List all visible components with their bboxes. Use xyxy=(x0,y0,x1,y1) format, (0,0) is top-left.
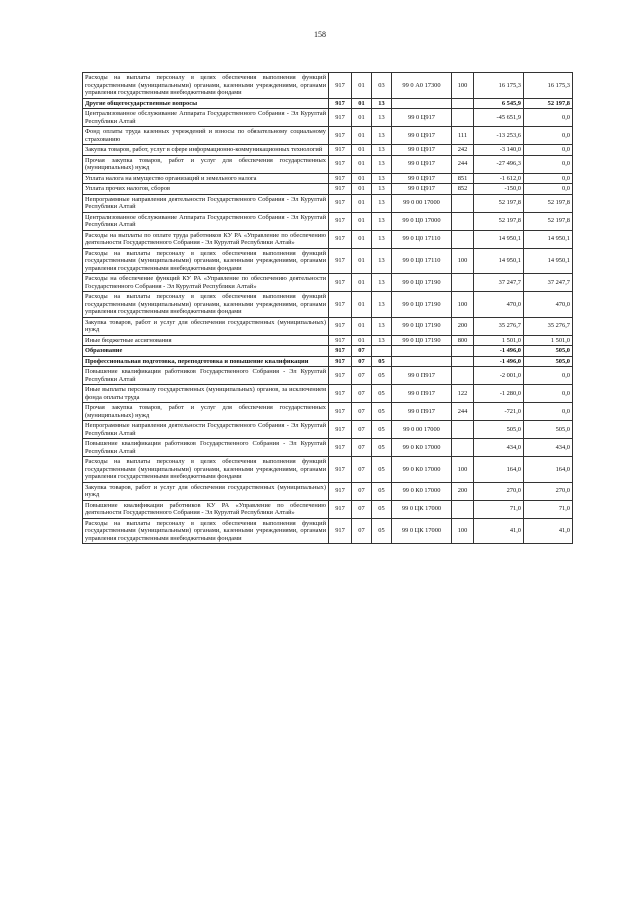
row-amount-total: 164,0 xyxy=(524,457,573,483)
row-section-code: 01 xyxy=(352,73,372,99)
row-amount-change: 164,0 xyxy=(474,457,524,483)
row-description: Расходы на выплаты по оплате труда работников КУ РА «Управление по обеспечению деятельности Государственного Собрания - Эл Курултай Республики Алтай» xyxy=(83,230,329,248)
row-amount-change: -1 496,0 xyxy=(474,356,524,367)
row-target-article: 99 0 Ц0 17110 xyxy=(392,248,452,274)
row-ministry-code: 917 xyxy=(329,385,352,403)
row-ministry-code: 917 xyxy=(329,346,352,357)
row-ministry-code: 917 xyxy=(329,518,352,544)
row-amount-total: 0,0 xyxy=(524,367,573,385)
row-description: Уплата прочих налогов, сборов xyxy=(83,184,329,195)
row-description: Фонд оплаты труда казенных учреждений и взносы по обязательному социальному страхованию xyxy=(83,127,329,145)
row-target-article: 99 0 Ц0 17190 xyxy=(392,292,452,318)
row-description: Профессиональная подготовка, переподготовка и повышение квалификации xyxy=(83,356,329,367)
row-amount-total: 35 276,7 xyxy=(524,317,573,335)
row-subsection-code: 13 xyxy=(372,230,392,248)
row-expense-type: 100 xyxy=(452,457,474,483)
row-section-code: 01 xyxy=(352,109,372,127)
row-subsection-code: 13 xyxy=(372,98,392,109)
row-expense-type: 111 xyxy=(452,127,474,145)
row-target-article: 99 0 00 17000 xyxy=(392,194,452,212)
row-ministry-code: 917 xyxy=(329,439,352,457)
row-description: Закупка товаров, работ, услуг в сфере информационно-коммуникационных технологий xyxy=(83,145,329,156)
row-subsection-code: 05 xyxy=(372,500,392,518)
row-subsection-code: 13 xyxy=(372,184,392,195)
row-section-code: 07 xyxy=(352,367,372,385)
row-amount-total: 52 197,8 xyxy=(524,98,573,109)
row-expense-type: 200 xyxy=(452,317,474,335)
row-target-article: 99 0 Ц917 xyxy=(392,127,452,145)
row-target-article: 99 0 П917 xyxy=(392,367,452,385)
row-expense-type: 100 xyxy=(452,518,474,544)
row-expense-type: 122 xyxy=(452,385,474,403)
row-ministry-code: 917 xyxy=(329,127,352,145)
row-amount-change: 35 276,7 xyxy=(474,317,524,335)
row-expense-type: 244 xyxy=(452,155,474,173)
table-row xyxy=(83,98,573,109)
row-amount-change: -3 140,0 xyxy=(474,145,524,156)
table-row xyxy=(83,403,573,421)
row-amount-total: 0,0 xyxy=(524,127,573,145)
table-row xyxy=(83,173,573,184)
row-description: Повышение квалификации работников Государственного Собрания - Эл Курултай Республики Алтай xyxy=(83,439,329,457)
row-amount-total: 0,0 xyxy=(524,184,573,195)
row-section-code: 07 xyxy=(352,482,372,500)
row-amount-total: 16 175,3 xyxy=(524,73,573,99)
table-row xyxy=(83,194,573,212)
row-ministry-code: 917 xyxy=(329,274,352,292)
table-row xyxy=(83,292,573,318)
row-amount-change: 16 175,3 xyxy=(474,73,524,99)
row-ministry-code: 917 xyxy=(329,98,352,109)
row-expense-type xyxy=(452,500,474,518)
table-row xyxy=(83,385,573,403)
row-amount-total: 0,0 xyxy=(524,173,573,184)
row-expense-type: 244 xyxy=(452,403,474,421)
table-row xyxy=(83,367,573,385)
table-row xyxy=(83,439,573,457)
row-subsection-code: 05 xyxy=(372,403,392,421)
row-section-code: 01 xyxy=(352,248,372,274)
row-description: Закупка товаров, работ и услуг для обеспечения государственных (муниципальных) нужд xyxy=(83,317,329,335)
row-subsection-code: 13 xyxy=(372,194,392,212)
row-subsection-code xyxy=(372,346,392,357)
row-subsection-code: 13 xyxy=(372,317,392,335)
row-section-code: 07 xyxy=(352,385,372,403)
row-description: Непрограммные направления деятельности Государственного Собрания - Эл Курултай Республики Алтай xyxy=(83,194,329,212)
budget-table xyxy=(82,72,573,544)
row-amount-change: -2 001,0 xyxy=(474,367,524,385)
row-target-article: 99 0 Ц0 17190 xyxy=(392,274,452,292)
row-expense-type: 851 xyxy=(452,173,474,184)
row-amount-change: 1 501,0 xyxy=(474,335,524,346)
row-ministry-code: 917 xyxy=(329,482,352,500)
row-ministry-code: 917 xyxy=(329,109,352,127)
row-amount-change: -45 651,9 xyxy=(474,109,524,127)
row-subsection-code: 05 xyxy=(372,518,392,544)
row-ministry-code: 917 xyxy=(329,317,352,335)
table-row xyxy=(83,500,573,518)
row-description: Прочая закупка товаров, работ и услуг для обеспечения государственных (муниципальных) нужд xyxy=(83,155,329,173)
row-amount-total: 71,0 xyxy=(524,500,573,518)
row-section-code: 01 xyxy=(352,173,372,184)
row-ministry-code: 917 xyxy=(329,335,352,346)
row-amount-total: 0,0 xyxy=(524,145,573,156)
row-amount-total: 0,0 xyxy=(524,109,573,127)
row-target-article xyxy=(392,346,452,357)
row-target-article: 99 0 К0 17000 xyxy=(392,439,452,457)
row-amount-change: -27 496,3 xyxy=(474,155,524,173)
row-ministry-code: 917 xyxy=(329,457,352,483)
row-description: Расходы на выплаты персоналу в целях обеспечения выполнения функций государственными (муниципальными) органами, казенными учреждениями, органами управления государственными внебюджетными фондами xyxy=(83,73,329,99)
row-ministry-code: 917 xyxy=(329,367,352,385)
row-ministry-code: 917 xyxy=(329,500,352,518)
row-ministry-code: 917 xyxy=(329,155,352,173)
row-description: Повышение квалификации работников КУ РА «Управление по обеспечению деятельности Государственного Собрания - Эл Курултай Республики Алтай» xyxy=(83,500,329,518)
row-amount-total: 1 501,0 xyxy=(524,335,573,346)
row-amount-change: -150,0 xyxy=(474,184,524,195)
row-section-code: 01 xyxy=(352,292,372,318)
row-ministry-code: 917 xyxy=(329,403,352,421)
row-amount-change: 505,0 xyxy=(474,421,524,439)
row-description: Образование xyxy=(83,346,329,357)
row-description: Иные бюджетные ассигнования xyxy=(83,335,329,346)
row-amount-total: 41,0 xyxy=(524,518,573,544)
row-subsection-code: 03 xyxy=(372,73,392,99)
table-row xyxy=(83,109,573,127)
row-target-article: 99 0 Ц917 xyxy=(392,109,452,127)
row-subsection-code: 13 xyxy=(372,212,392,230)
row-description: Расходы на обеспечение функций КУ РА «Управление по обеспечению деятельности Государственного Собрания - Эл Курултай Республики Алтай» xyxy=(83,274,329,292)
row-ministry-code: 917 xyxy=(329,145,352,156)
row-amount-change: 434,0 xyxy=(474,439,524,457)
row-subsection-code: 05 xyxy=(372,367,392,385)
row-subsection-code: 05 xyxy=(372,356,392,367)
row-amount-change: 270,0 xyxy=(474,482,524,500)
row-expense-type xyxy=(452,274,474,292)
row-description: Повышение квалификации работников Государственного Собрания - Эл Курултай Республики Алтай xyxy=(83,367,329,385)
row-target-article: 99 0 А0 17300 xyxy=(392,73,452,99)
row-description: Расходы на выплаты персоналу в целях обеспечения выполнения функций государственными (муниципальными) органами, казенными учреждениями, органами управления государственными внебюджетными фондами xyxy=(83,518,329,544)
row-expense-type: 100 xyxy=(452,73,474,99)
row-description: Иные выплаты персоналу государственных (муниципальных) органов, за исключением фонда оплаты труда xyxy=(83,385,329,403)
row-ministry-code: 917 xyxy=(329,212,352,230)
row-amount-change: 41,0 xyxy=(474,518,524,544)
table-row xyxy=(83,317,573,335)
table-row xyxy=(83,356,573,367)
table-row xyxy=(83,212,573,230)
row-section-code: 01 xyxy=(352,212,372,230)
row-section-code: 01 xyxy=(352,98,372,109)
row-ministry-code: 917 xyxy=(329,194,352,212)
page-number: 158 xyxy=(314,30,326,39)
row-section-code: 01 xyxy=(352,155,372,173)
row-subsection-code: 13 xyxy=(372,173,392,184)
row-target-article: 99 0 Ц917 xyxy=(392,155,452,173)
row-expense-type: 242 xyxy=(452,145,474,156)
row-section-code: 07 xyxy=(352,457,372,483)
row-target-article: 99 0 00 17000 xyxy=(392,421,452,439)
row-target-article: 99 0 П917 xyxy=(392,385,452,403)
row-subsection-code: 13 xyxy=(372,145,392,156)
row-target-article: 99 0 Ц917 xyxy=(392,173,452,184)
row-amount-change: -1 280,0 xyxy=(474,385,524,403)
row-expense-type xyxy=(452,194,474,212)
row-description: Прочая закупка товаров, работ и услуг для обеспечения государственных (муниципальных) нужд xyxy=(83,403,329,421)
row-section-code: 01 xyxy=(352,194,372,212)
row-expense-type xyxy=(452,212,474,230)
row-expense-type xyxy=(452,439,474,457)
table-row xyxy=(83,127,573,145)
row-target-article: 99 0 ЦК 17000 xyxy=(392,500,452,518)
row-section-code: 07 xyxy=(352,421,372,439)
row-subsection-code: 05 xyxy=(372,482,392,500)
row-description: Непрограммные направления деятельности Государственного Собрания - Эл Курултай Республики Алтай xyxy=(83,421,329,439)
table-row xyxy=(83,482,573,500)
row-expense-type xyxy=(452,98,474,109)
row-expense-type: 100 xyxy=(452,292,474,318)
row-target-article: 99 0 П917 xyxy=(392,403,452,421)
row-target-article xyxy=(392,356,452,367)
row-amount-change: -1 496,0 xyxy=(474,346,524,357)
row-section-code: 07 xyxy=(352,346,372,357)
table-row xyxy=(83,248,573,274)
row-description: Расходы на выплаты персоналу в целях обеспечения выполнения функций государственными (муниципальными) органами, казенными учреждениями, органами управления государственными внебюджетными фондами xyxy=(83,457,329,483)
row-amount-total: 14 950,1 xyxy=(524,248,573,274)
row-amount-change: 14 950,1 xyxy=(474,230,524,248)
table-row xyxy=(83,518,573,544)
table-row xyxy=(83,274,573,292)
row-description: Уплата налога на имущество организаций и земельного налога xyxy=(83,173,329,184)
row-amount-total: 270,0 xyxy=(524,482,573,500)
row-amount-total: 37 247,7 xyxy=(524,274,573,292)
table-row xyxy=(83,346,573,357)
row-section-code: 01 xyxy=(352,317,372,335)
row-description: Расходы на выплаты персоналу в целях обеспечения выполнения функций государственными (муниципальными) органами, казенными учреждениями, органами управления государственными внебюджетными фондами xyxy=(83,292,329,318)
row-description: Централизованное обслуживание Аппарата Государственного Собрания - Эл Курултай Республики Алтай xyxy=(83,109,329,127)
row-description: Другие общегосударственные вопросы xyxy=(83,98,329,109)
row-subsection-code: 05 xyxy=(372,457,392,483)
table-row xyxy=(83,335,573,346)
row-amount-change: 6 545,9 xyxy=(474,98,524,109)
row-description: Централизованное обслуживание Аппарата Государственного Собрания - Эл Курултай Республики Алтай xyxy=(83,212,329,230)
row-section-code: 01 xyxy=(352,230,372,248)
row-amount-change: -13 253,6 xyxy=(474,127,524,145)
row-subsection-code: 13 xyxy=(372,109,392,127)
row-amount-total: 14 950,1 xyxy=(524,230,573,248)
row-ministry-code: 917 xyxy=(329,356,352,367)
row-amount-total: 470,0 xyxy=(524,292,573,318)
row-amount-change: 14 950,1 xyxy=(474,248,524,274)
row-ministry-code: 917 xyxy=(329,230,352,248)
row-amount-total: 505,0 xyxy=(524,346,573,357)
row-subsection-code: 13 xyxy=(372,248,392,274)
row-description: Расходы на выплаты персоналу в целях обеспечения выполнения функций государственными (муниципальными) органами, казенными учреждениями, органами управления государственными внебюджетными фондами xyxy=(83,248,329,274)
row-target-article: 99 0 Ц0 17190 xyxy=(392,317,452,335)
row-amount-total: 52 197,8 xyxy=(524,212,573,230)
row-description: Закупка товаров, работ и услуг для обеспечения государственных (муниципальных) нужд xyxy=(83,482,329,500)
row-subsection-code: 05 xyxy=(372,439,392,457)
row-target-article: 99 0 Ц0 17000 xyxy=(392,212,452,230)
row-section-code: 01 xyxy=(352,184,372,195)
row-target-article: 99 0 Ц0 17110 xyxy=(392,230,452,248)
row-section-code: 07 xyxy=(352,356,372,367)
row-amount-change: 470,0 xyxy=(474,292,524,318)
row-expense-type xyxy=(452,367,474,385)
table-row xyxy=(83,230,573,248)
row-expense-type: 100 xyxy=(452,248,474,274)
row-amount-change: -1 612,0 xyxy=(474,173,524,184)
row-subsection-code: 13 xyxy=(372,274,392,292)
row-amount-change: 52 197,8 xyxy=(474,212,524,230)
row-amount-total: 505,0 xyxy=(524,421,573,439)
row-section-code: 01 xyxy=(352,274,372,292)
row-ministry-code: 917 xyxy=(329,248,352,274)
row-section-code: 07 xyxy=(352,403,372,421)
row-expense-type xyxy=(452,421,474,439)
row-ministry-code: 917 xyxy=(329,173,352,184)
row-expense-type: 852 xyxy=(452,184,474,195)
row-ministry-code: 917 xyxy=(329,292,352,318)
table-row xyxy=(83,457,573,483)
row-ministry-code: 917 xyxy=(329,73,352,99)
row-amount-total: 0,0 xyxy=(524,155,573,173)
row-ministry-code: 917 xyxy=(329,184,352,195)
row-subsection-code: 13 xyxy=(372,155,392,173)
row-target-article: 99 0 К0 17000 xyxy=(392,482,452,500)
row-subsection-code: 05 xyxy=(372,385,392,403)
row-target-article: 99 0 Ц917 xyxy=(392,184,452,195)
row-subsection-code: 13 xyxy=(372,127,392,145)
row-expense-type xyxy=(452,356,474,367)
row-amount-total: 52 197,8 xyxy=(524,194,573,212)
row-amount-change: 37 247,7 xyxy=(474,274,524,292)
row-target-article: 99 0 Ц0 17190 xyxy=(392,335,452,346)
row-expense-type: 800 xyxy=(452,335,474,346)
row-amount-total: 0,0 xyxy=(524,403,573,421)
row-ministry-code: 917 xyxy=(329,421,352,439)
row-expense-type xyxy=(452,230,474,248)
table-row xyxy=(83,184,573,195)
row-section-code: 07 xyxy=(352,518,372,544)
row-target-article: 99 0 К0 17000 xyxy=(392,457,452,483)
table-row xyxy=(83,155,573,173)
row-amount-total: 434,0 xyxy=(524,439,573,457)
row-section-code: 07 xyxy=(352,439,372,457)
row-target-article: 99 0 Ц917 xyxy=(392,145,452,156)
row-subsection-code: 13 xyxy=(372,292,392,318)
row-target-article: 99 0 ЦК 17000 xyxy=(392,518,452,544)
table-row xyxy=(83,421,573,439)
row-amount-total: 0,0 xyxy=(524,385,573,403)
row-section-code: 01 xyxy=(352,145,372,156)
table-row xyxy=(83,73,573,99)
row-amount-change: 52 197,8 xyxy=(474,194,524,212)
row-expense-type xyxy=(452,346,474,357)
row-subsection-code: 05 xyxy=(372,421,392,439)
row-section-code: 01 xyxy=(352,127,372,145)
row-expense-type xyxy=(452,109,474,127)
row-amount-change: 71,0 xyxy=(474,500,524,518)
row-expense-type: 200 xyxy=(452,482,474,500)
row-amount-change: -721,0 xyxy=(474,403,524,421)
row-target-article xyxy=(392,98,452,109)
row-subsection-code: 13 xyxy=(372,335,392,346)
row-amount-total: 505,0 xyxy=(524,356,573,367)
table-row xyxy=(83,145,573,156)
row-section-code: 07 xyxy=(352,500,372,518)
row-section-code: 01 xyxy=(352,335,372,346)
